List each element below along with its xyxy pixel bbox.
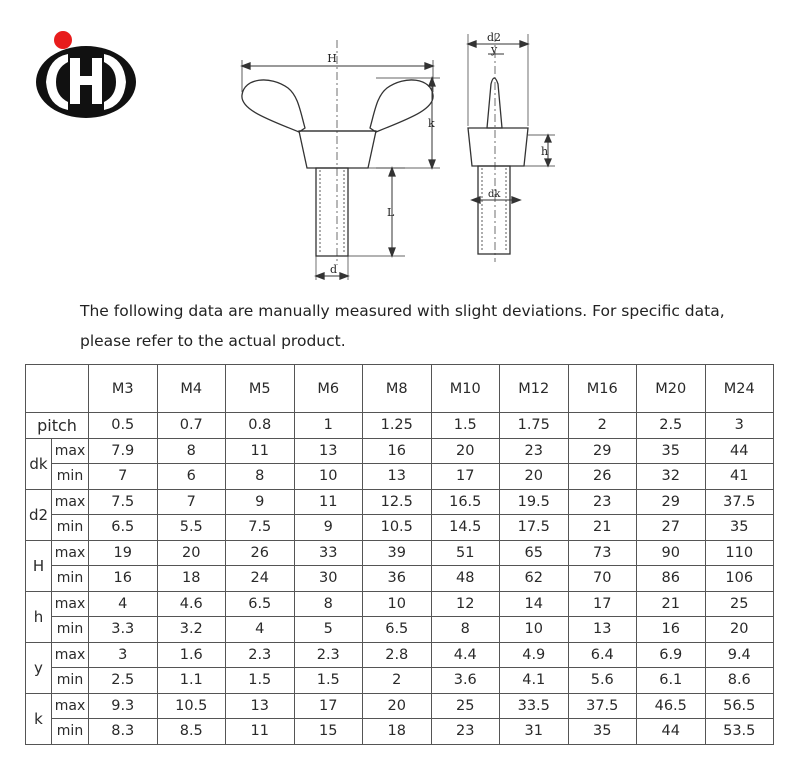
table-cell: 17 (568, 591, 637, 617)
pitch-row (26, 413, 774, 439)
table-row (26, 566, 774, 592)
table-cell: 3.6 (431, 668, 500, 694)
dimension-label: h (26, 591, 52, 642)
table-cell: 1.5 (226, 668, 295, 694)
table-cell: 2.3 (294, 642, 363, 668)
table-cell: 19.5 (500, 489, 569, 515)
table-cell: 3 (89, 642, 158, 668)
table-cell: 17 (431, 464, 500, 490)
table-row (26, 464, 774, 490)
table-cell: 53.5 (705, 719, 774, 745)
table-cell: 16.5 (431, 489, 500, 515)
dimension-label: H (26, 540, 52, 591)
min-label: min (52, 515, 89, 541)
table-cell: 11 (294, 489, 363, 515)
table-cell: 33 (294, 540, 363, 566)
table-cell: 6.1 (637, 668, 706, 694)
table-cell: 2 (363, 668, 432, 694)
table-cell: 2 (568, 413, 637, 439)
table-cell: 3.2 (157, 617, 226, 643)
max-label: max (52, 438, 89, 464)
table-cell: 20 (363, 693, 432, 719)
front-label-L: L (387, 206, 395, 219)
size-header: M16 (568, 365, 637, 413)
table-cell: 11 (226, 719, 295, 745)
max-label: max (52, 693, 89, 719)
nut-body (299, 131, 376, 168)
table-cell: 7.5 (89, 489, 158, 515)
table-cell: 39 (363, 540, 432, 566)
table-cell: 90 (637, 540, 706, 566)
table-cell: 4 (89, 591, 158, 617)
table-cell: 33.5 (500, 693, 569, 719)
table-cell: 8.6 (705, 668, 774, 694)
min-label: min (52, 719, 89, 745)
size-header: M8 (363, 365, 432, 413)
table-row (26, 617, 774, 643)
table-cell: 8 (294, 591, 363, 617)
table-cell: 17.5 (500, 515, 569, 541)
table-cell: 23 (431, 719, 500, 745)
table-cell: 35 (705, 515, 774, 541)
dimension-label: y (26, 642, 52, 693)
table-cell: 8 (226, 464, 295, 490)
table-cell: 3.3 (89, 617, 158, 643)
table-cell: 31 (500, 719, 569, 745)
table-cell: 110 (705, 540, 774, 566)
min-label: min (52, 464, 89, 490)
table-row (26, 642, 774, 668)
table-cell: 7.5 (226, 515, 295, 541)
pitch-label: pitch (26, 413, 89, 439)
header-row (26, 365, 774, 413)
table-cell: 8 (157, 438, 226, 464)
table-cell: 10 (294, 464, 363, 490)
table-cell: 35 (637, 438, 706, 464)
table-cell: 73 (568, 540, 637, 566)
table-cell: 8.3 (89, 719, 158, 745)
table-cell: 29 (568, 438, 637, 464)
note-line-1: The following data are manually measured with slight deviations. For specific data, (80, 302, 725, 320)
table-cell: 15 (294, 719, 363, 745)
table-cell: 23 (568, 489, 637, 515)
size-header: M24 (705, 365, 774, 413)
table-cell: 20 (157, 540, 226, 566)
table-row (26, 489, 774, 515)
table-cell: 4.1 (500, 668, 569, 694)
table-cell: 0.7 (157, 413, 226, 439)
table-cell: 37.5 (568, 693, 637, 719)
table-cell: 7.9 (89, 438, 158, 464)
table-cell: 16 (637, 617, 706, 643)
table-cell: 13 (363, 464, 432, 490)
table-cell: 5.6 (568, 668, 637, 694)
table-cell: 5.5 (157, 515, 226, 541)
table-cell: 1.1 (157, 668, 226, 694)
table-cell: 16 (89, 566, 158, 592)
max-label: max (52, 642, 89, 668)
table-cell: 3 (705, 413, 774, 439)
table-cell: 21 (568, 515, 637, 541)
table-cell: 2.5 (637, 413, 706, 439)
front-label-d: d (330, 263, 338, 276)
table-row (26, 719, 774, 745)
table-cell: 13 (226, 693, 295, 719)
table-cell: 32 (637, 464, 706, 490)
table-cell: 2.8 (363, 642, 432, 668)
table-cell: 16 (363, 438, 432, 464)
table-cell: 25 (431, 693, 500, 719)
table-cell: 14 (500, 591, 569, 617)
side-shank (478, 166, 510, 254)
table-cell: 10 (363, 591, 432, 617)
table-cell: 7 (89, 464, 158, 490)
table-cell: 19 (89, 540, 158, 566)
table-cell: 8 (431, 617, 500, 643)
table-cell: 9.4 (705, 642, 774, 668)
front-view (242, 40, 440, 280)
table-row (26, 540, 774, 566)
min-label: min (52, 617, 89, 643)
table-cell: 20 (705, 617, 774, 643)
table-cell: 62 (500, 566, 569, 592)
size-header: M5 (226, 365, 295, 413)
max-label: max (52, 591, 89, 617)
size-header: M6 (294, 365, 363, 413)
threaded-shank (316, 168, 348, 256)
note-line-2: please refer to the actual product. (80, 332, 346, 350)
table-cell: 1 (294, 413, 363, 439)
table-cell: 9 (294, 515, 363, 541)
table-cell: 1.75 (500, 413, 569, 439)
table-cell: 6.5 (89, 515, 158, 541)
table-cell: 26 (568, 464, 637, 490)
table-cell: 18 (157, 566, 226, 592)
table-row (26, 668, 774, 694)
table-cell: 25 (705, 591, 774, 617)
table-cell: 6.4 (568, 642, 637, 668)
side-label-h: h (541, 145, 549, 158)
table-cell: 36 (363, 566, 432, 592)
table-cell: 12 (431, 591, 500, 617)
table-cell: 35 (568, 719, 637, 745)
table-cell: 4.9 (500, 642, 569, 668)
table-row (26, 438, 774, 464)
size-header: M12 (500, 365, 569, 413)
right-wing (370, 80, 433, 132)
spec-table (25, 364, 774, 745)
wing-nut-technical-drawing (0, 0, 799, 295)
size-header: M3 (89, 365, 158, 413)
front-label-k: k (428, 117, 435, 130)
corner-cell (26, 365, 89, 413)
side-label-d2: d2 (487, 31, 502, 44)
table-cell: 6.5 (226, 591, 295, 617)
table-cell: 44 (705, 438, 774, 464)
table-cell: 26 (226, 540, 295, 566)
disclaimer-note (80, 296, 780, 356)
table-cell: 41 (705, 464, 774, 490)
table-cell: 5 (294, 617, 363, 643)
size-header: M4 (157, 365, 226, 413)
table-cell: 10.5 (157, 693, 226, 719)
table-cell: 56.5 (705, 693, 774, 719)
side-label-dk: dk (488, 189, 501, 200)
table-cell: 10 (500, 617, 569, 643)
table-cell: 12.5 (363, 489, 432, 515)
table-cell: 6.5 (363, 617, 432, 643)
dimension-label: k (26, 693, 52, 744)
table-cell: 65 (500, 540, 569, 566)
table-cell: 6 (157, 464, 226, 490)
table-cell: 4 (226, 617, 295, 643)
side-wing (487, 78, 502, 128)
side-body (468, 128, 528, 166)
table-cell: 9.3 (89, 693, 158, 719)
size-header: M10 (431, 365, 500, 413)
table-row (26, 591, 774, 617)
max-label: max (52, 489, 89, 515)
table-cell: 8.5 (157, 719, 226, 745)
table-cell: 2.3 (226, 642, 295, 668)
dimension-label: d2 (26, 489, 52, 540)
table-cell: 0.5 (89, 413, 158, 439)
table-cell: 1.6 (157, 642, 226, 668)
table-cell: 20 (431, 438, 500, 464)
table-cell: 1.5 (294, 668, 363, 694)
table-cell: 46.5 (637, 693, 706, 719)
side-label-y: y (491, 43, 498, 56)
table-cell: 1.25 (363, 413, 432, 439)
table-cell: 4.4 (431, 642, 500, 668)
table-cell: 14.5 (431, 515, 500, 541)
front-label-H: H (327, 52, 337, 65)
table-cell: 29 (637, 489, 706, 515)
min-label: min (52, 668, 89, 694)
table-cell: 18 (363, 719, 432, 745)
min-label: min (52, 566, 89, 592)
table-row (26, 515, 774, 541)
table-cell: 9 (226, 489, 295, 515)
table-cell: 44 (637, 719, 706, 745)
max-label: max (52, 540, 89, 566)
left-wing (242, 80, 305, 132)
table-cell: 21 (637, 591, 706, 617)
table-cell: 106 (705, 566, 774, 592)
size-header: M20 (637, 365, 706, 413)
table-cell: 7 (157, 489, 226, 515)
table-cell: 37.5 (705, 489, 774, 515)
table-cell: 27 (637, 515, 706, 541)
table-row (26, 693, 774, 719)
table-cell: 30 (294, 566, 363, 592)
table-cell: 1.5 (431, 413, 500, 439)
table-cell: 48 (431, 566, 500, 592)
side-view (468, 31, 555, 262)
table-cell: 23 (500, 438, 569, 464)
table-cell: 2.5 (89, 668, 158, 694)
table-cell: 11 (226, 438, 295, 464)
table-cell: 0.8 (226, 413, 295, 439)
dimension-label: dk (26, 438, 52, 489)
table-cell: 4.6 (157, 591, 226, 617)
table-cell: 17 (294, 693, 363, 719)
table-cell: 70 (568, 566, 637, 592)
table-cell: 86 (637, 566, 706, 592)
table-cell: 13 (294, 438, 363, 464)
table-cell: 10.5 (363, 515, 432, 541)
table-cell: 51 (431, 540, 500, 566)
table-cell: 6.9 (637, 642, 706, 668)
table-cell: 24 (226, 566, 295, 592)
table-cell: 13 (568, 617, 637, 643)
table-cell: 20 (500, 464, 569, 490)
